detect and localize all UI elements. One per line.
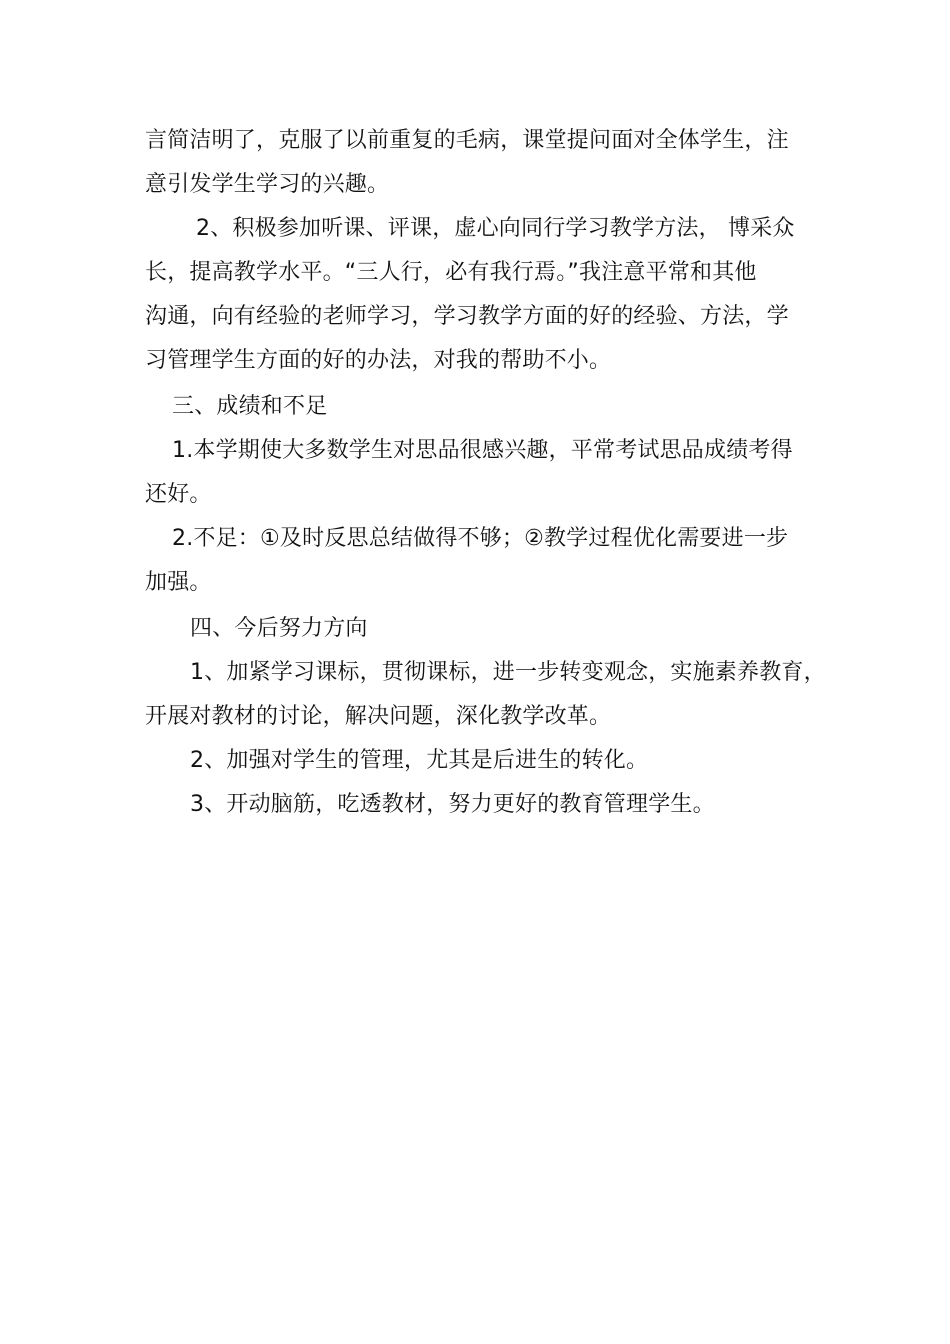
paragraph-line: 1.本学期使大多数学生对思品很感兴趣，平常考试思品成绩考得 [172, 438, 793, 463]
paragraph-line: 开展对教材的讨论，解决问题，深化教学改革。 [145, 704, 612, 729]
paragraph-line: 言简洁明了，克服了以前重复的毛病，课堂提问面对全体学生，注 [145, 128, 789, 153]
paragraph-line: 2.不足：①及时反思总结做得不够；②教学过程优化需要进一步 [172, 526, 789, 551]
paragraph-line: 意引发学生学习的兴趣。 [145, 172, 390, 197]
section-heading: 三、成绩和不足 [172, 394, 328, 419]
paragraph-line: 2、加强对学生的管理，尤其是后进生的转化。 [190, 748, 649, 773]
section-heading: 四、今后努力方向 [190, 616, 368, 641]
paragraph-line: 习管理学生方面的好的办法，对我的帮助不小。 [145, 348, 612, 373]
paragraph-line: 1、加紧学习课标，贯彻课标，进一步转变观念，实施素养教育， [190, 660, 826, 685]
paragraph-line: 3、开动脑筋，吃透教材，努力更好的教育管理学生。 [190, 792, 715, 817]
paragraph-line: 还好。 [145, 482, 212, 507]
paragraph-line: 2、积极参加听课、评课，虚心向同行学习教学方法， 博采众 [196, 216, 795, 241]
paragraph-line: 加强。 [145, 570, 212, 595]
paragraph-line: 长，提高教学水平。“三人行，必有我行焉。”我注意平常和其他 [145, 260, 757, 285]
paragraph-line: 沟通，向有经验的老师学习，学习教学方面的好的经验、方法，学 [145, 304, 789, 329]
